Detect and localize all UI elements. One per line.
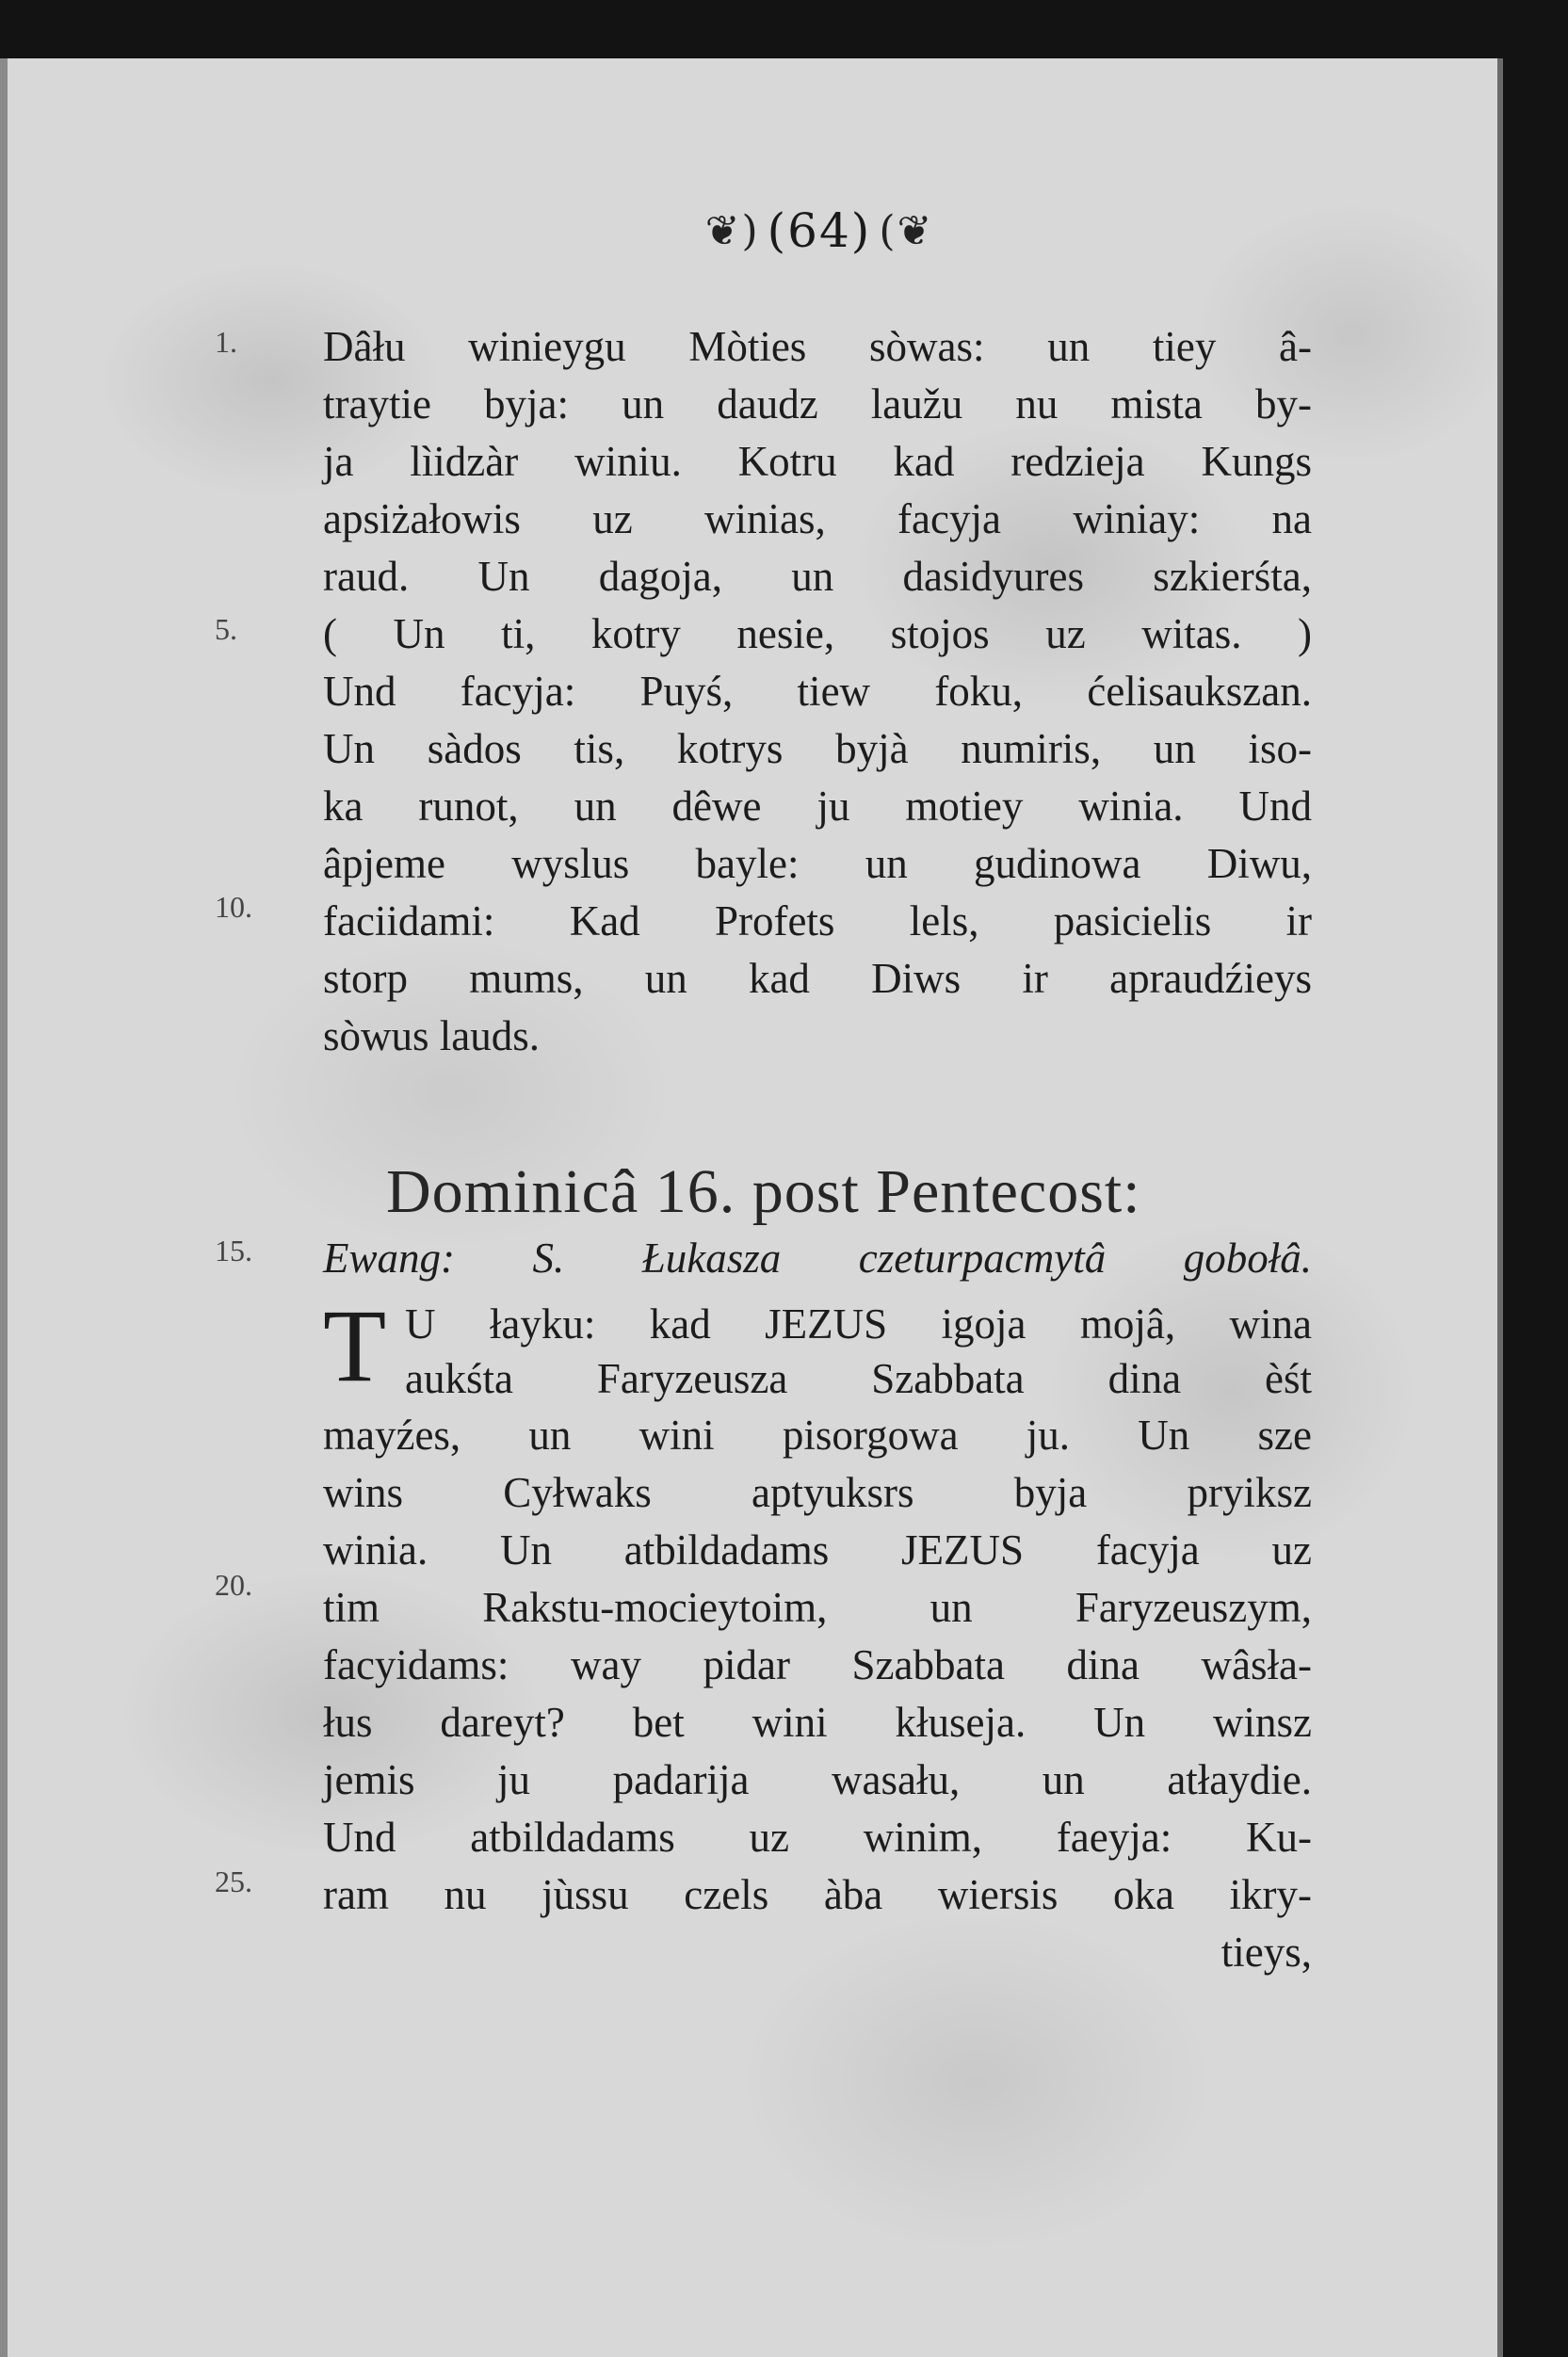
text-line: ja lìidzàr winiu. Kotru kad redzieja Kungs [323, 438, 1312, 485]
text-line: âpjeme wyslus bayle: un gudinowa Diwu, [323, 840, 1312, 887]
ornament-right-icon: (❦ [879, 206, 934, 255]
page-number: (64) [767, 203, 872, 258]
gospel-subheading: Ewang: S. Łukasza czeturpacmytâ gobołâ. [323, 1235, 1312, 1282]
page-right-edge [1497, 58, 1503, 2357]
text-line: ( Un ti, kotry nesie, stojos uz witas. ) [323, 610, 1312, 657]
text-line: ram nu jùssu czels àba wiersis oka ikry- [323, 1871, 1312, 1918]
line-number: 15. [215, 1234, 252, 1267]
text-line: ka runot, un dêwe ju motiey winia. Und [323, 783, 1312, 830]
line-number: 10. [215, 890, 252, 924]
line-number: 5. [215, 612, 237, 646]
line-number: 1. [215, 325, 237, 359]
text-line: Und facyja: Puyś, tiew foku, ćelisaukszan. [323, 668, 1312, 715]
catchword: tieys, [1220, 1929, 1312, 1976]
text-line: facyidams: way pidar Szabbata dina wâsła- [323, 1641, 1312, 1688]
text-line: sòwus lauds. [323, 1012, 541, 1059]
line-number: 20. [215, 1568, 252, 1602]
text-line: Und atbildadams uz winim, faeyja: Ku- [323, 1814, 1312, 1861]
text-line: apsiżałowis uz winias, facyja winiay: na [323, 495, 1312, 542]
text-line: faciidami: Kad Profets lels, pasicielis ir [323, 897, 1312, 944]
page-header [659, 198, 979, 264]
ornament-left-icon: ❦) [704, 206, 760, 255]
text-line: storp mums, un kad Diws ir apraudźieys [323, 955, 1312, 1002]
text-line: traytie byja: un daudz laužu nu mista by- [323, 380, 1312, 428]
text-line: U łayku: kad JEZUS igoja mojâ, wina [405, 1300, 1312, 1348]
text-line: raud. Un dagoja, un dasidyures szkierśta, [323, 553, 1312, 600]
section-title: Dominicâ 16. post Pentecost: [386, 1157, 1141, 1226]
drop-cap: T [323, 1288, 387, 1403]
text-line: mayźes, un wini pisorgowa ju. Un sze [323, 1412, 1312, 1459]
text-line: tim Rakstu-mocieytoim, un Faryzeuszym, [323, 1584, 1312, 1631]
text-line: jemis ju padarija wasału, un atłaydie. [323, 1756, 1312, 1803]
line-number: 25. [215, 1865, 252, 1898]
text-line: aukśta Faryzeusza Szabbata dina èśt [405, 1355, 1312, 1402]
page-left-edge [0, 58, 8, 2357]
text-line: Un sàdos tis, kotrys byjà numiris, un iso- [323, 725, 1312, 772]
text-line: winia. Un atbildadams JEZUS facyja uz [323, 1526, 1312, 1574]
text-line: wins Cyłwaks aptyuksrs byja pryiksz [323, 1469, 1312, 1516]
text-line: łus dareyt? bet wini kłuseja. Un winsz [323, 1699, 1312, 1746]
text-line: Dâłu winieygu Mòties sòwas: un tiey â- [323, 323, 1312, 370]
